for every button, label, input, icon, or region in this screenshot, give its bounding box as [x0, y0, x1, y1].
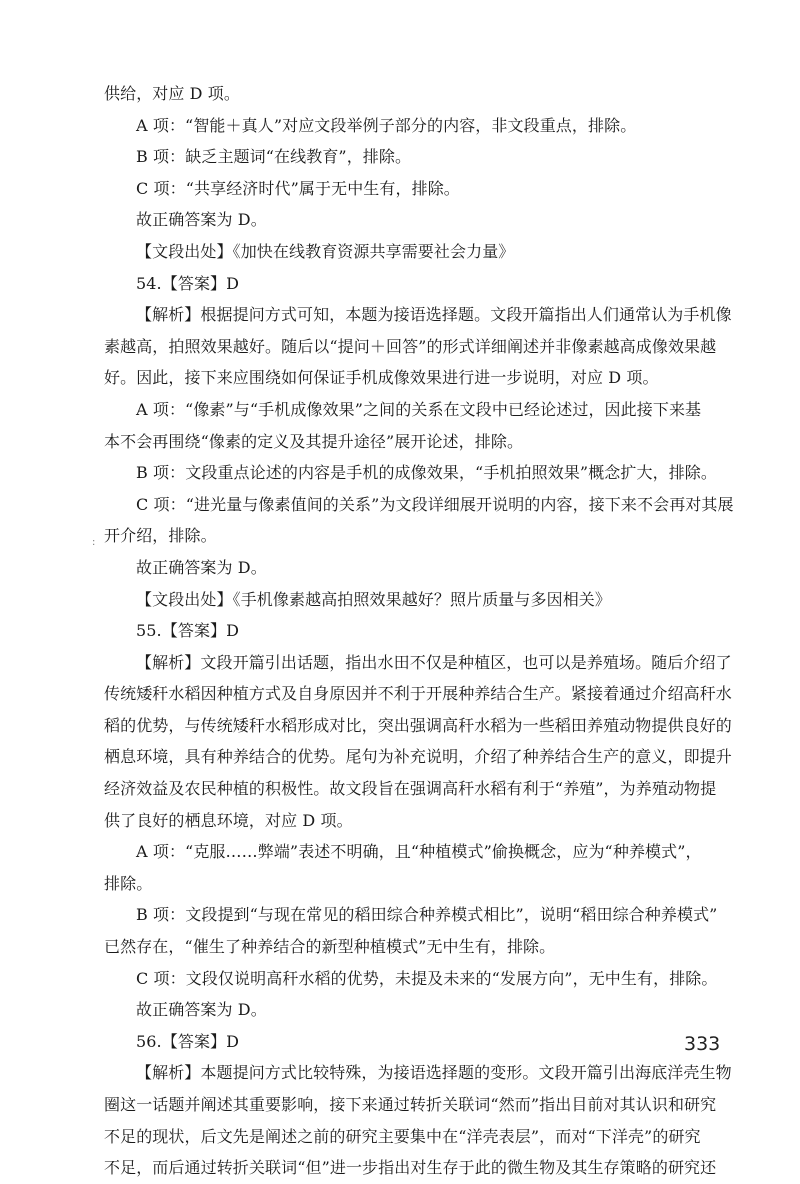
- text-line: 【解析】文段开篇引出话题，指出水田不仅是种植区，也可以是养殖场。随后介绍了: [136, 652, 732, 672]
- text-line: B 项：缺乏主题词“在线教育”，排除。: [136, 147, 412, 167]
- answer-explanation-text: [104, 78, 734, 1184]
- text-line: 排除。: [104, 873, 153, 893]
- text-line: A 项：“像素”与“手机成像效果”之间的关系在文段中已经论述过，因此接下来基: [136, 399, 702, 419]
- text-line: B 项：文段重点论述的内容是手机的成像效果，“手机拍照效果”概念扩大，排除。: [136, 463, 718, 483]
- text-line: C 项：文段仅说明高秆水稻的优势，未提及未来的“发展方向”，无中生有，排除。: [136, 968, 718, 988]
- text-line: 已然存在，“催生了种养结合的新型种植模式”无中生有，排除。: [104, 937, 556, 957]
- text-line: C 项：“共享经济时代”属于无中生有，排除。: [136, 178, 460, 198]
- page-number: 333: [684, 1033, 721, 1055]
- text-line: B 项：文段提到“与现在常见的稻田综合种养模式相比”，说明“稻田综合种养模式”: [136, 905, 718, 925]
- text-line: 【文段出处】《加快在线教育资源共享需要社会力量》: [136, 241, 515, 261]
- text-line: 故正确答案为 D。: [136, 210, 267, 230]
- text-line: 不足的现状，后文先是阐述之前的研究主要集中在“洋壳表层”，而对“下洋壳”的研究: [104, 1126, 701, 1146]
- text-line: 传统矮秆水稻因种植方式及自身原因并不利于开展种养结合生产。紧接着通过介绍高秆水: [104, 684, 732, 704]
- text-line: 稻的优势，与传统矮秆水稻形成对比，突出强调高秆水稻为一些稻田养殖动物提供良好的: [104, 715, 732, 735]
- text-line: 55.【答案】D: [136, 621, 240, 641]
- text-line: 栖息环境，具有种养结合的优势。尾句为补充说明，介绍了种养结合生产的意义，即提升: [104, 747, 732, 767]
- text-line: A 项：“智能＋真人”对应文段举例子部分的内容，非文段重点，排除。: [136, 115, 637, 135]
- text-line: 好。因此，接下来应围绕如何保证手机成像效果进行进一步说明，对应 D 项。: [104, 368, 659, 388]
- text-line: 不足，而后通过转折关联词“但”进一步指出对生存于此的微生物及其生存策略的研究还: [104, 1158, 717, 1178]
- text-line: 经济效益及农民种植的积极性。故文段旨在强调高秆水稻有利于“养殖”，为养殖动物提: [104, 779, 717, 799]
- text-line: 故正确答案为 D。: [136, 557, 267, 577]
- text-line: 开介绍，排除。: [104, 526, 217, 546]
- margin-mark: :: [92, 537, 96, 548]
- text-line: 【解析】根据提问方式可知，本题为接语选择题。文段开篇指出人们通常认为手机像: [136, 305, 732, 325]
- text-line: 供给，对应 D 项。: [104, 84, 241, 103]
- text-line: 故正确答案为 D。: [136, 1000, 267, 1020]
- text-line: 素越高，拍照效果越好。随后以“提问＋回答”的形式详细阐述并非像素越高成像效果越: [104, 336, 717, 356]
- text-line: 【解析】本题提问方式比较特殊，为接语选择题的变形。文段开篇引出海底洋壳生物: [136, 1063, 732, 1083]
- text-line: 本不会再围绕“像素的定义及其提升途径”展开论述，排除。: [104, 431, 524, 451]
- text-line: C 项：“进光量与像素值间的关系”为文段详细展开说明的内容，接下来不会再对其展: [136, 494, 734, 514]
- text-line: 供了良好的栖息环境，对应 D 项。: [104, 810, 353, 830]
- text-line: 56.【答案】D: [136, 1031, 240, 1051]
- text-line: A 项：“克服……弊端”表述不明确，且“种植模式”偷换概念，应为“种养模式”，: [136, 842, 702, 862]
- text-line: 【文段出处】《手机像素越高拍照效果越好？照片质量与多因相关》: [136, 589, 612, 609]
- text-line: 54.【答案】D: [136, 273, 240, 293]
- text-line: 圈这一话题并阐述其重要影响，接下来通过转折关联词“然而”指出目前对其认识和研究: [104, 1095, 717, 1114]
